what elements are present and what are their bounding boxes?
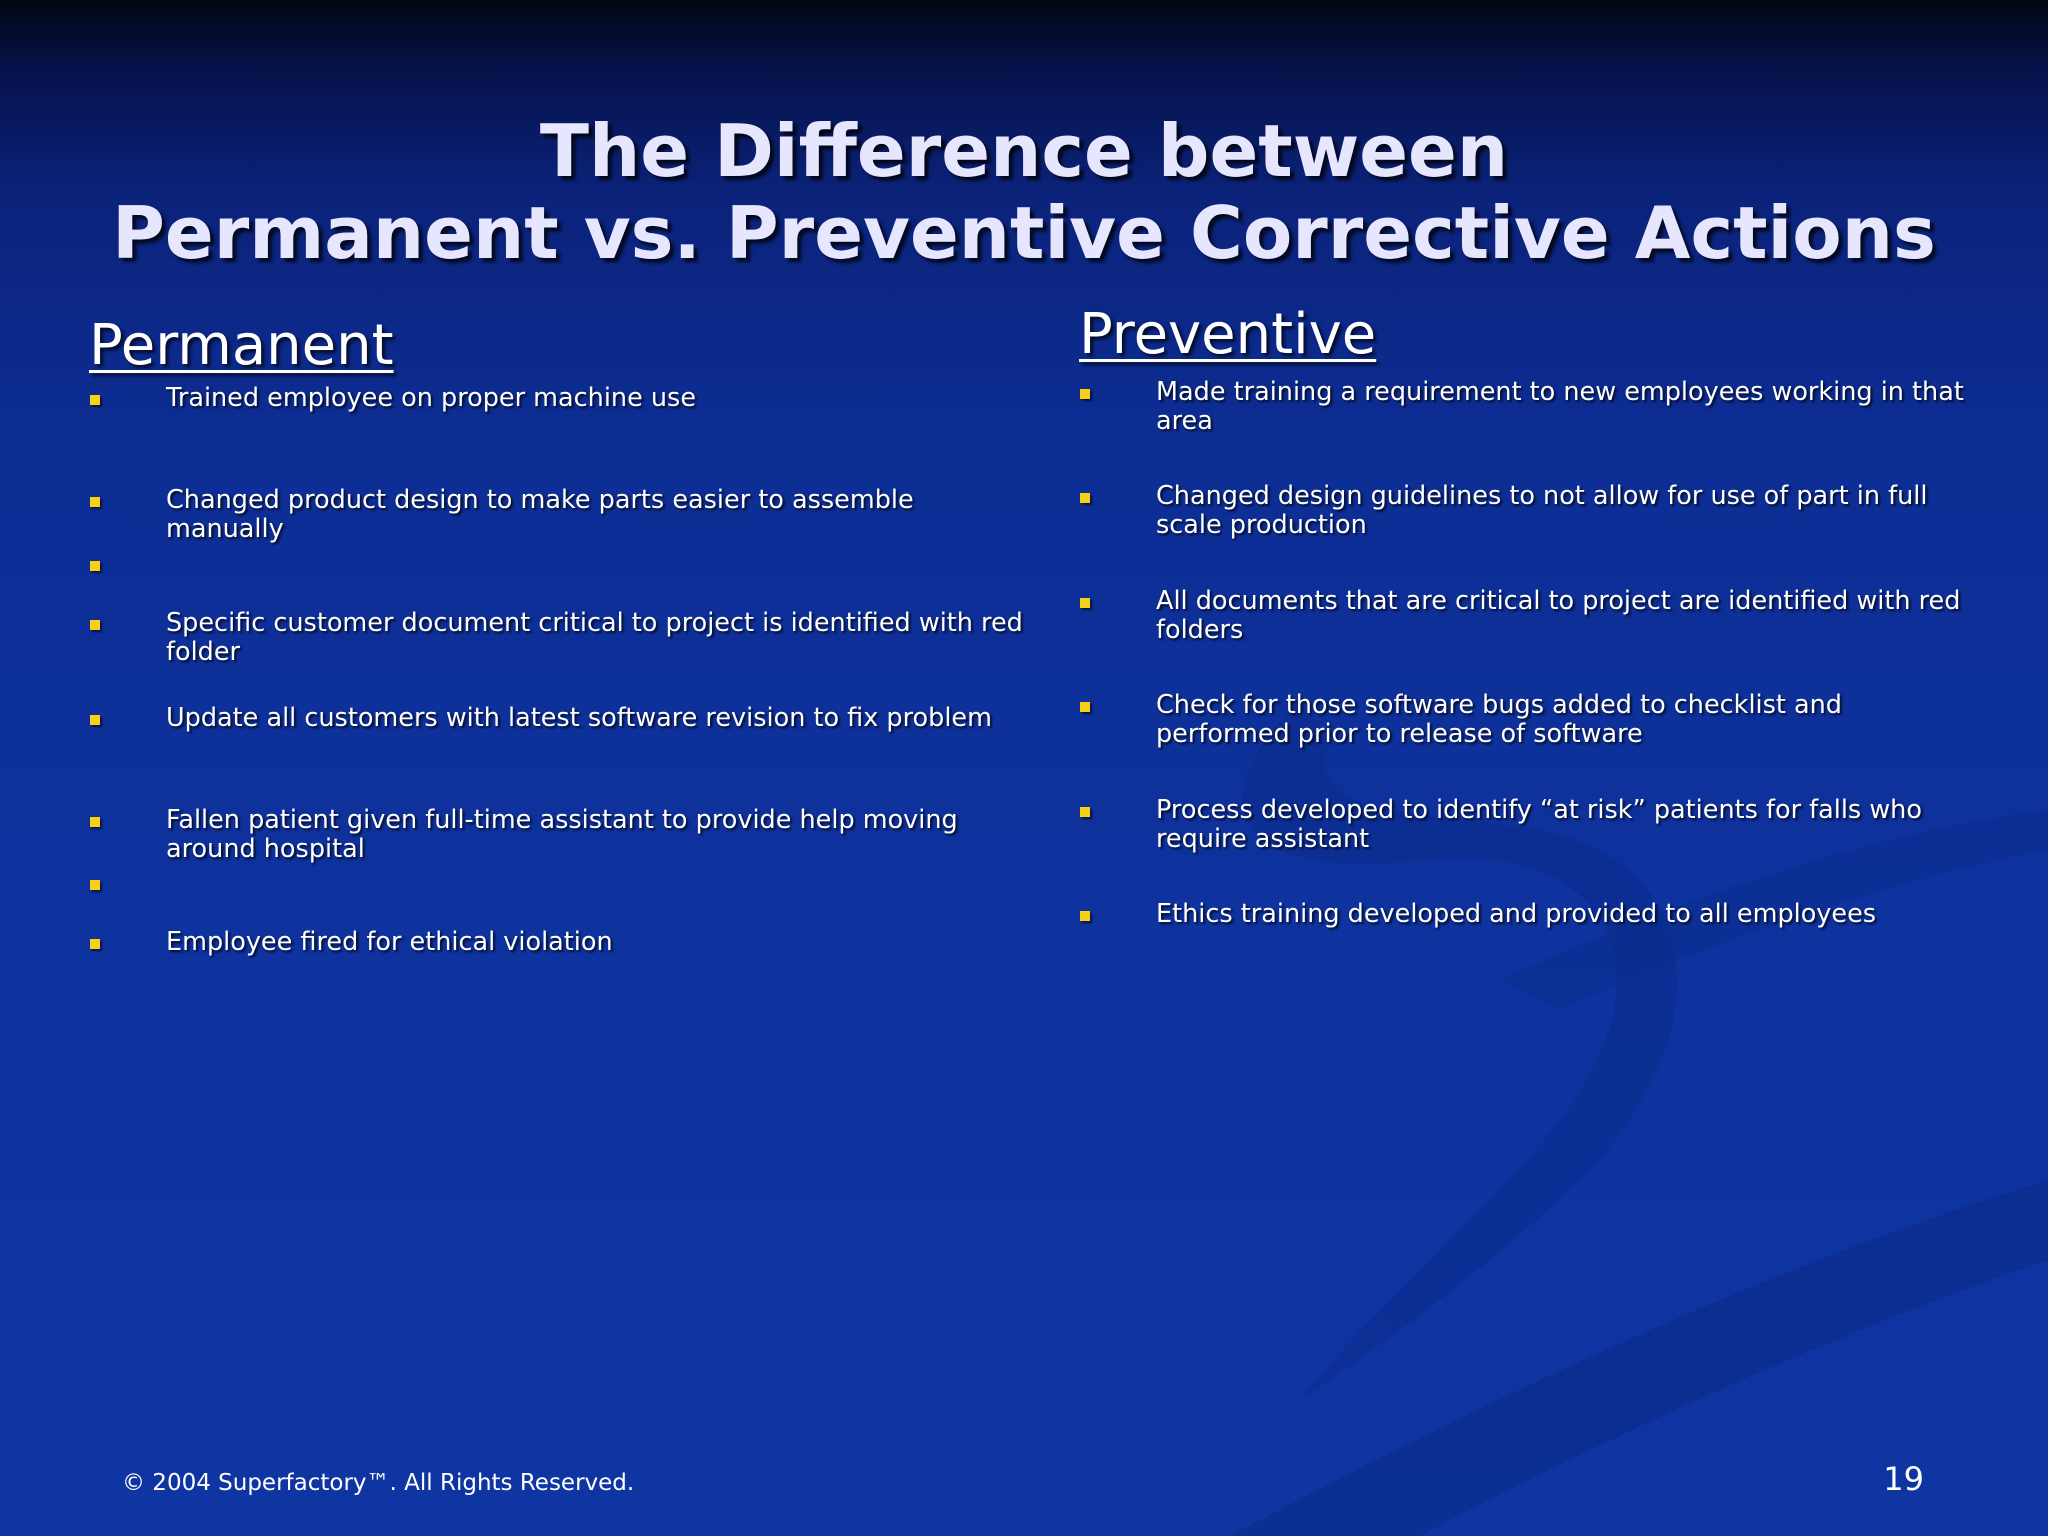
preventive-item-text: Check for those software bugs added to checklist and performed prior to release of software bbox=[1156, 690, 1842, 749]
bullet-icon bbox=[90, 817, 100, 827]
bullet-icon bbox=[90, 715, 100, 725]
preventive-item-text: Made training a requirement to new employees working in that area bbox=[1156, 377, 1964, 436]
permanent-item-text: Changed product design to make parts easier to assemble manually bbox=[166, 485, 914, 544]
bullet-icon bbox=[90, 395, 100, 405]
preventive-item-text: All documents that are critical to project are identified with red folders bbox=[1156, 586, 1961, 645]
bullet-icon bbox=[1080, 807, 1090, 817]
permanent-item-text: Employee fired for ethical violation bbox=[166, 927, 613, 957]
bullet-icon bbox=[90, 620, 100, 630]
bullet-icon bbox=[90, 561, 100, 571]
bullet-icon bbox=[90, 939, 100, 949]
page-number: 19 bbox=[1883, 1460, 1924, 1498]
bullet-icon bbox=[1080, 598, 1090, 608]
preventive-item-text: Changed design guidelines to not allow for use of part in full scale production bbox=[1156, 481, 1928, 540]
bullet-icon bbox=[1080, 702, 1090, 712]
permanent-item-text: Update all customers with latest software revision to fix problem bbox=[166, 703, 992, 733]
permanent-heading: Permanent bbox=[89, 313, 394, 378]
bullet-icon bbox=[90, 497, 100, 507]
permanent-item-text: Specific customer document critical to project is identified with red folder bbox=[166, 608, 1023, 667]
bullet-icon bbox=[90, 880, 100, 890]
preventive-item-text: Ethics training developed and provided to all employees bbox=[1156, 899, 1877, 929]
slide-title-line-2: Permanent vs. Preventive Corrective Actions bbox=[112, 191, 1936, 275]
preventive-item-text: Process developed to identify “at risk” patients for falls who require assistant bbox=[1156, 795, 1922, 854]
permanent-item-text: Trained employee on proper machine use bbox=[166, 383, 697, 413]
bullet-icon bbox=[1080, 911, 1090, 921]
permanent-item-text: Fallen patient given full-time assistant to provide help moving around hospital bbox=[166, 805, 958, 864]
bullet-icon bbox=[1080, 493, 1090, 503]
copyright-footer: © 2004 Superfactory™. All Rights Reserved. bbox=[122, 1470, 635, 1496]
preventive-heading: Preventive bbox=[1079, 302, 1377, 367]
slide-title-line-1: The Difference between bbox=[539, 109, 1509, 193]
slide-title bbox=[0, 110, 2048, 274]
bullet-icon bbox=[1080, 389, 1090, 399]
